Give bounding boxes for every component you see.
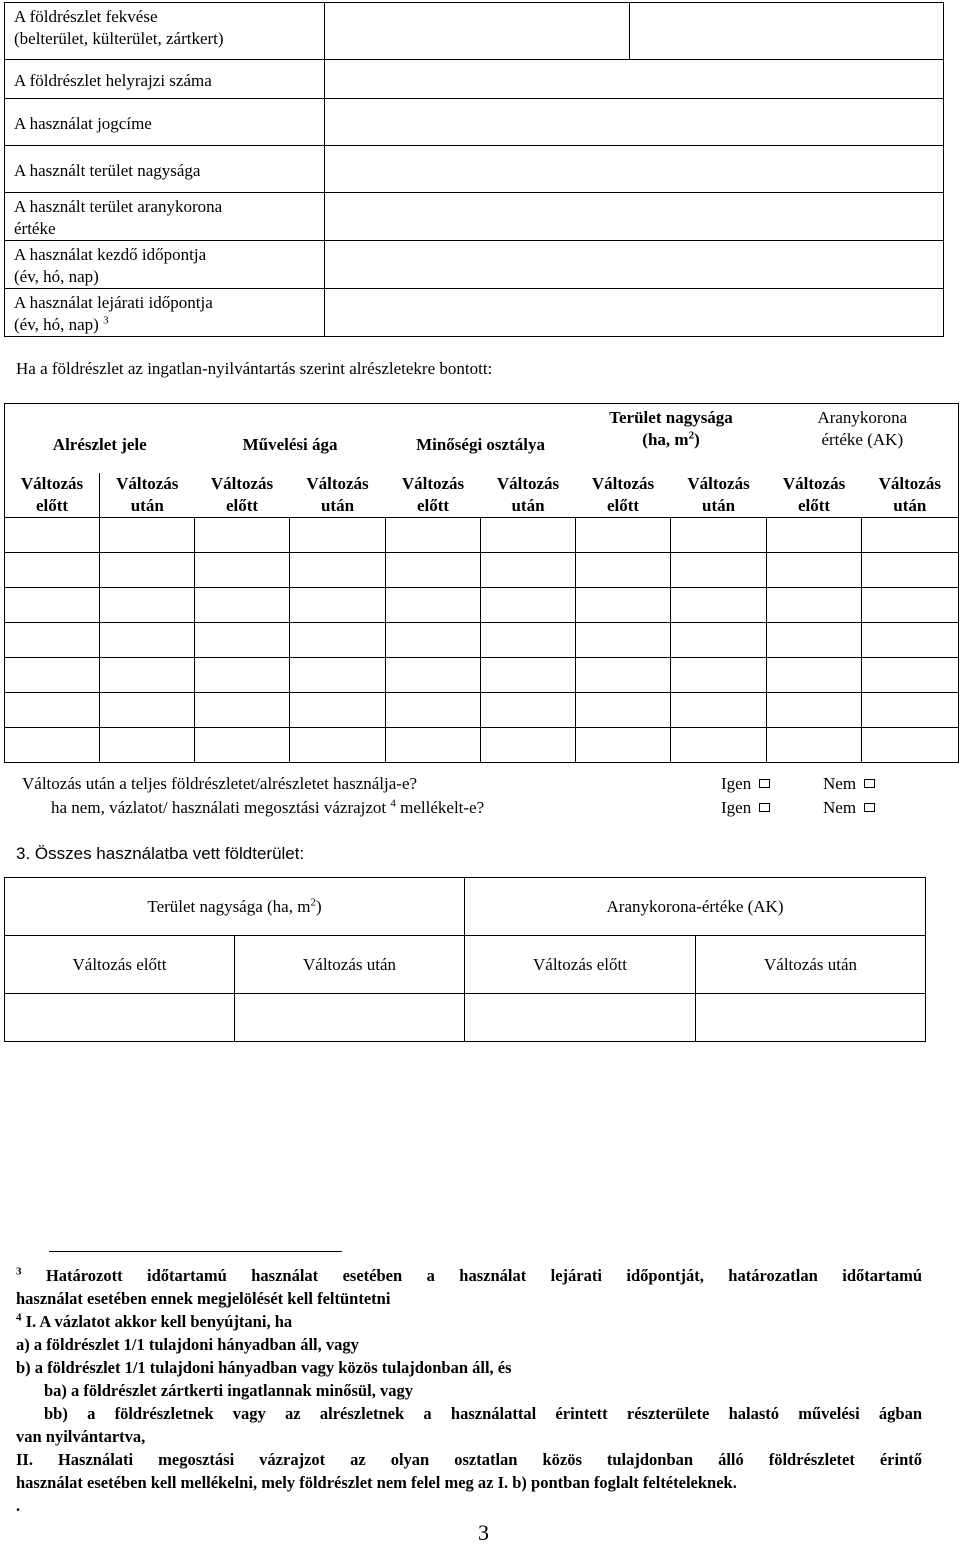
header-text: ) (315, 896, 322, 916)
data-cell[interactable] (100, 623, 195, 658)
sub-header-text: Változás (878, 474, 941, 493)
row-gold-crown-label (5, 193, 325, 241)
label-line: A földrészlet fekvése (14, 7, 158, 26)
data-cell[interactable] (767, 588, 862, 623)
data-cell[interactable] (5, 623, 100, 658)
sub-header-after (100, 473, 195, 518)
sub-header-text: Változás (782, 474, 846, 493)
data-cell[interactable] (862, 588, 959, 623)
header-area (576, 404, 767, 474)
gold-crown-input-cell[interactable] (325, 193, 944, 241)
q2-yes-option[interactable] (721, 798, 770, 818)
footnote-separator (49, 1251, 342, 1252)
header-quality-class: Minőségi osztálya (386, 404, 576, 474)
sub-header-text: előtt (606, 496, 640, 515)
footnote-3-line2: használat esetében ennek megjelölését kell feltüntetni (16, 1289, 391, 1308)
row-legal-title-label (5, 99, 325, 146)
sub-header-before (386, 473, 481, 518)
data-cell[interactable] (195, 693, 290, 728)
option-label: Igen (721, 798, 752, 817)
footnote-ref: 3 (103, 314, 109, 327)
question-full-use: Változás után a teljes földrészletet/alrészletet használja-e? (22, 774, 418, 793)
data-cell[interactable] (386, 588, 481, 623)
sub-header-text: előtt (797, 496, 831, 515)
label-line: A használat lejárati időpontja (14, 293, 213, 312)
data-cell[interactable] (100, 518, 195, 553)
footnote-text: I. A vázlatot akkor kell benyújtani, ha (25, 1312, 293, 1331)
data-cell[interactable] (671, 518, 767, 553)
header-total-area (5, 878, 465, 936)
data-cell[interactable] (195, 553, 290, 588)
sub-header-before (5, 473, 100, 518)
data-cell[interactable] (100, 553, 195, 588)
footnote-ref: 4 (390, 797, 396, 810)
label-line: A földrészlet helyrajzi száma (14, 70, 212, 90)
header-subparcel-id: Alrészlet jele (5, 404, 195, 474)
data-cell[interactable] (767, 693, 862, 728)
checkbox-icon[interactable] (759, 803, 770, 812)
sub-header-after (290, 473, 386, 518)
lot-number-input-cell[interactable] (325, 60, 944, 99)
header-total-ak: Aranykorona-értéke (AK) (465, 878, 926, 936)
data-cell[interactable] (386, 553, 481, 588)
data-cell[interactable] (862, 658, 959, 693)
sub-header-before (195, 473, 290, 518)
sub-header-after: Változás után (696, 936, 926, 994)
sub-header-text: Változás (20, 474, 84, 493)
sub-header-after: Változás után (235, 936, 465, 994)
label-line: (belterület, külterület, zártkert) (14, 29, 224, 48)
footnote-4-a: a) a földrészlet 1/1 tulajdoni hányadban áll, vagy (16, 1335, 359, 1354)
data-cell[interactable] (5, 588, 100, 623)
data-cell[interactable] (862, 693, 959, 728)
data-cell[interactable] (481, 588, 576, 623)
data-cell[interactable] (671, 623, 767, 658)
footnote-end-dot: . (16, 1496, 21, 1515)
data-cell[interactable] (862, 553, 959, 588)
data-cell[interactable] (5, 553, 100, 588)
data-cell[interactable] (290, 728, 386, 763)
data-cell[interactable] (576, 518, 671, 553)
data-cell[interactable] (671, 588, 767, 623)
data-cell[interactable] (481, 658, 576, 693)
data-cell[interactable] (100, 728, 195, 763)
question-text: mellékelt-e? (395, 798, 485, 817)
row-area-label (5, 146, 325, 193)
data-cell[interactable] (290, 623, 386, 658)
header-area-line1: Terület nagysága (609, 408, 733, 427)
sub-header-after (481, 473, 576, 518)
header-text: Terület nagysága (ha, m (147, 896, 311, 916)
label-line: A használat jogcíme (14, 113, 152, 133)
data-cell[interactable] (576, 588, 671, 623)
data-cell[interactable] (100, 693, 195, 728)
sub-header-text: után (320, 496, 355, 515)
data-cell[interactable] (235, 994, 465, 1042)
data-cell[interactable] (767, 623, 862, 658)
header-ak-line2: értéke (AK) (821, 430, 904, 449)
location-input-cell[interactable] (325, 3, 630, 60)
data-cell[interactable] (576, 553, 671, 588)
data-cell[interactable] (195, 588, 290, 623)
data-cell[interactable] (481, 623, 576, 658)
label-line: A használt terület nagysága (14, 160, 201, 180)
question-text: ha nem, vázlatot/ használati megosztási vázrajzot (51, 798, 387, 817)
label-line: értéke (14, 219, 56, 238)
sub-header-text: előtt (35, 496, 69, 515)
sub-header-before: Változás előtt (5, 936, 235, 994)
question-sketch-attached (51, 798, 484, 818)
data-cell[interactable] (5, 728, 100, 763)
data-cell[interactable] (862, 728, 959, 763)
superscript: 2 (688, 429, 695, 442)
parcel-info-table (4, 2, 944, 337)
option-label: Igen (721, 774, 752, 793)
data-cell[interactable] (767, 518, 862, 553)
label-line: A használt terület aranykorona (14, 197, 223, 216)
footnote-4-ii: II. Használati megosztási vázrajzot az olyan osztatlan közös tulajdonban álló földrészletet érintő (16, 1450, 922, 1469)
data-cell[interactable] (5, 693, 100, 728)
data-cell[interactable] (290, 658, 386, 693)
end-date-input-cell[interactable] (325, 289, 944, 337)
sub-header-text: után (893, 496, 927, 515)
header-gold-crown (767, 404, 959, 474)
data-cell[interactable] (481, 693, 576, 728)
total-area-table (4, 877, 926, 1042)
sub-header-after (671, 473, 767, 518)
sub-header-after (862, 473, 959, 518)
row-start-date-label (5, 241, 325, 289)
data-cell[interactable] (195, 623, 290, 658)
q2-no-option[interactable] (823, 798, 875, 818)
checkbox-icon[interactable] (864, 779, 875, 788)
data-cell[interactable] (290, 588, 386, 623)
sub-header-text: előtt (416, 496, 450, 515)
data-cell[interactable] (696, 994, 926, 1042)
data-cell[interactable] (481, 728, 576, 763)
data-cell[interactable] (386, 693, 481, 728)
legal-title-input-cell[interactable] (325, 99, 944, 146)
q1-no-option[interactable] (823, 774, 875, 794)
data-cell[interactable] (5, 518, 100, 553)
data-cell[interactable] (290, 553, 386, 588)
data-cell[interactable] (386, 728, 481, 763)
sub-header-text: Változás (401, 474, 465, 493)
sub-header-before (576, 473, 671, 518)
option-label: Nem (823, 774, 857, 793)
data-cell[interactable] (767, 553, 862, 588)
row-end-date-label (5, 289, 325, 337)
data-cell[interactable] (671, 693, 767, 728)
sub-header-text: Változás (210, 474, 274, 493)
checkbox-icon[interactable] (864, 803, 875, 812)
start-date-input-cell[interactable] (325, 241, 944, 289)
data-cell[interactable] (576, 693, 671, 728)
unit-close: ) (694, 430, 700, 449)
data-cell[interactable] (5, 994, 235, 1042)
total-heading: 3. Összes használatba vett földterület: (16, 844, 305, 863)
subparcel-intro: Ha a földrészlet az ingatlan-nyilvántartás szerint alrészletekre bontott: (16, 359, 493, 378)
data-cell[interactable] (767, 658, 862, 693)
data-cell[interactable] (862, 623, 959, 658)
label-line: (év, hó, nap) (14, 267, 99, 286)
footnote-3-line1 (16, 1264, 922, 1287)
footnote-4-bb: bb) a földrészletnek vagy az alrészletnek a használattal érintett részterülete halastó művelési ágban (44, 1404, 922, 1423)
subparcel-table (4, 403, 959, 763)
sub-header-text: után (701, 496, 736, 515)
q1-yes-option[interactable] (721, 774, 770, 794)
superscript: 2 (310, 895, 316, 908)
sub-header-text: Változás (687, 474, 750, 493)
data-cell[interactable] (671, 728, 767, 763)
row-location-label (5, 3, 325, 60)
sub-header-text: Változás (306, 474, 369, 493)
location-extra-cell[interactable] (630, 3, 944, 60)
footnote-mark: 3 (16, 1265, 22, 1278)
sub-header-text: Változás (116, 474, 179, 493)
footnote-mark: 4 (16, 1311, 22, 1324)
footnotes (16, 1264, 922, 1517)
footnote-4-bb-cont: van nyilvántartva, (16, 1427, 146, 1446)
sub-header-before: Változás előtt (465, 936, 696, 994)
data-cell[interactable] (671, 553, 767, 588)
data-cell[interactable] (465, 994, 696, 1042)
label-line (14, 314, 318, 336)
data-cell[interactable] (576, 658, 671, 693)
label-text: (év, hó, nap) (14, 315, 99, 334)
data-cell[interactable] (481, 553, 576, 588)
data-cell[interactable] (290, 693, 386, 728)
data-cell[interactable] (195, 658, 290, 693)
data-cell[interactable] (195, 728, 290, 763)
data-cell[interactable] (100, 588, 195, 623)
checkbox-icon[interactable] (759, 779, 770, 788)
footnote-text: Határozott időtartamú használat esetében a használat lejárati időpontját, határozatlan időtartamú (45, 1266, 922, 1285)
footnote-4-ba: ba) a földrészlet zártkerti ingatlannak minősül, vagy (44, 1381, 413, 1400)
data-cell[interactable] (100, 658, 195, 693)
footnote-4-line1 (16, 1310, 922, 1333)
sub-header-text: Változás (496, 474, 560, 493)
data-cell[interactable] (671, 658, 767, 693)
header-cultivation: Művelési ága (195, 404, 386, 474)
data-cell[interactable] (5, 658, 100, 693)
sub-header-text: után (130, 496, 164, 515)
sub-header-text: Változás (591, 474, 655, 493)
data-cell[interactable] (481, 518, 576, 553)
sub-header-before (767, 473, 862, 518)
sub-header-text: után (511, 496, 545, 515)
area-input-cell[interactable] (325, 146, 944, 193)
header-area-line2 (576, 429, 767, 451)
data-cell[interactable] (195, 518, 290, 553)
sub-header-text: előtt (225, 496, 259, 515)
option-label: Nem (823, 798, 857, 817)
data-cell[interactable] (862, 518, 959, 553)
data-cell[interactable] (576, 623, 671, 658)
label-line: A használat kezdő időpontja (14, 245, 207, 264)
data-cell[interactable] (576, 728, 671, 763)
footnote-4-b: b) a földrészlet 1/1 tulajdoni hányadban vagy közös tulajdonban áll, és (16, 1358, 512, 1377)
data-cell[interactable] (386, 623, 481, 658)
row-lot-number-label (5, 60, 325, 99)
data-cell[interactable] (386, 658, 481, 693)
header-ak-line1: Aranykorona (817, 408, 908, 427)
data-cell[interactable] (386, 518, 481, 553)
page-number: 3 (478, 1520, 489, 1545)
footnote-4-ii-cont: használat esetében kell mellékelni, mely földrészlet nem felel meg az I. b) pontban foglalt feltételeknek. (16, 1473, 737, 1492)
unit-text: (ha, m (642, 430, 689, 449)
data-cell[interactable] (290, 518, 386, 553)
data-cell[interactable] (767, 728, 862, 763)
